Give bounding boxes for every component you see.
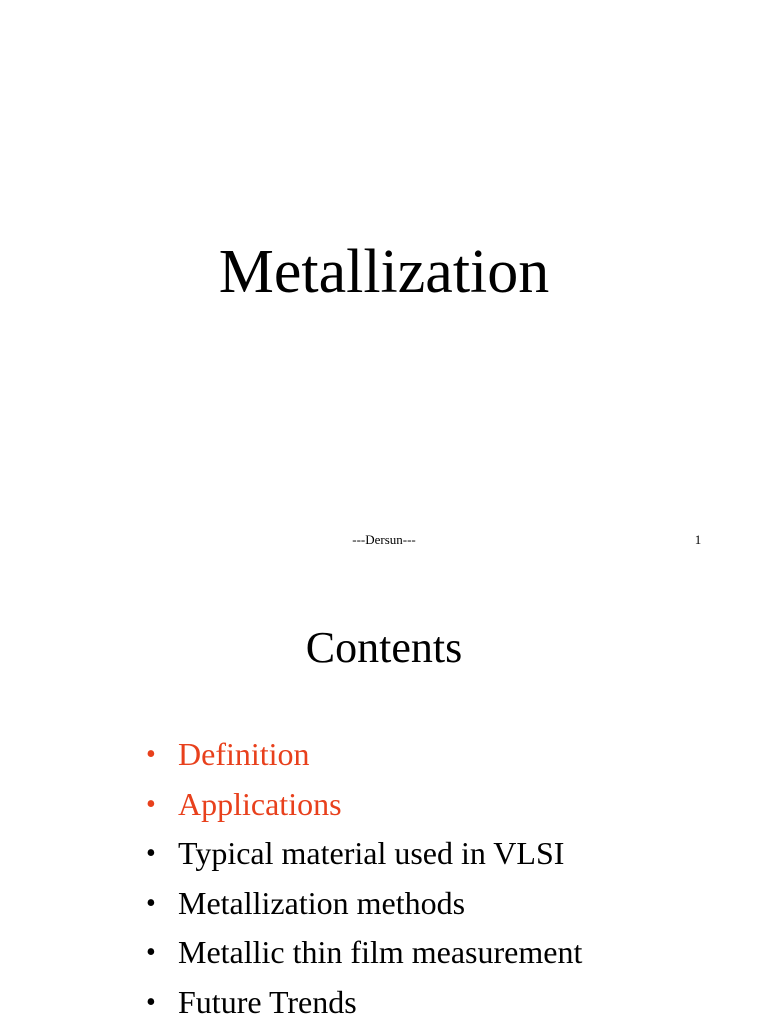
- contents-item-label: Applications: [178, 786, 342, 822]
- contents-item-label: Metallic thin film measurement: [178, 934, 582, 970]
- contents-item-label: Typical material used in VLSI: [178, 835, 564, 871]
- slide-footer-author: ---Dersun---: [0, 532, 768, 548]
- bullet-icon: •: [146, 879, 156, 929]
- slide-contents: [0, 576, 768, 1024]
- slide-page-number: 1: [688, 532, 708, 548]
- bullet-icon: •: [146, 780, 156, 830]
- contents-item: [140, 978, 582, 1027]
- contents-item: [140, 879, 582, 929]
- bullet-icon: •: [146, 829, 156, 879]
- bullet-icon: •: [146, 730, 156, 780]
- contents-item-label: Future Trends: [178, 984, 357, 1020]
- contents-item: [140, 928, 582, 978]
- contents-item-label: Definition: [178, 736, 310, 772]
- contents-item: [140, 780, 582, 830]
- contents-item: [140, 730, 582, 780]
- contents-list: [140, 730, 582, 1027]
- contents-item-label: Metallization methods: [178, 885, 465, 921]
- bullet-icon: •: [146, 928, 156, 978]
- slide-title-heading: Metallization: [0, 236, 768, 308]
- contents-heading: Contents: [0, 620, 768, 676]
- bullet-icon: •: [146, 978, 156, 1027]
- contents-item: [140, 829, 582, 879]
